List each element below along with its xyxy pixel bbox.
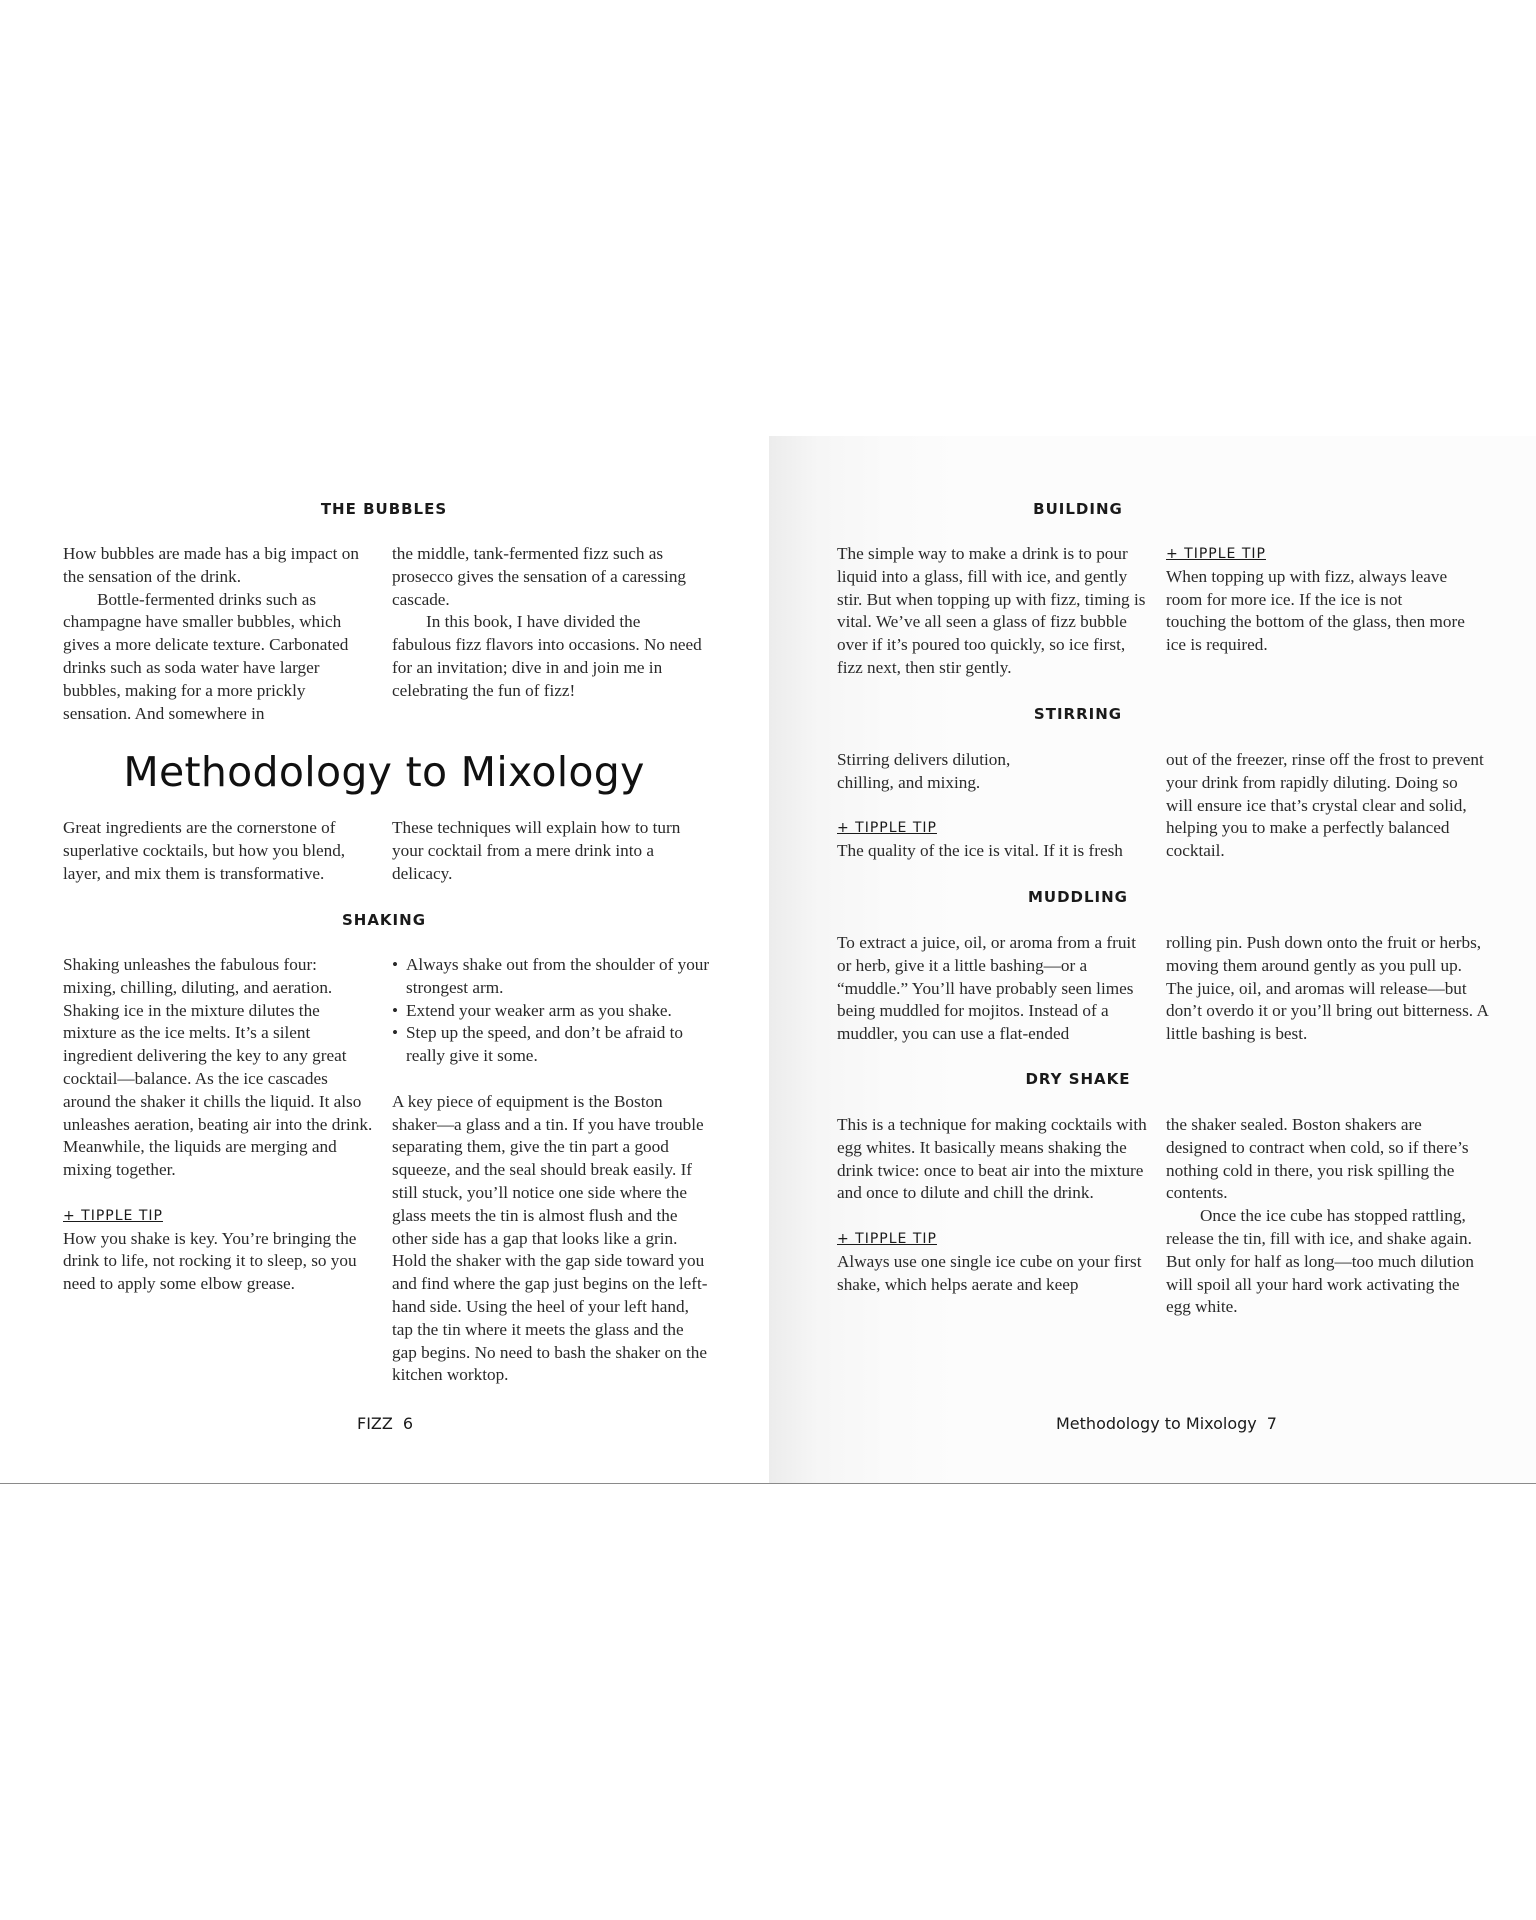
list-item: • Extend your weaker arm as you shake. <box>392 1000 710 1023</box>
running-head: Methodology to Mixology <box>1056 1414 1257 1433</box>
shaking-column-1 <box>63 954 373 1296</box>
paragraph: Once the ice cube has stopped rattling, release the tin, fill with ice, and shake again. But only for half as long—too much dilution will spoil all your hard work activating the egg white. <box>1166 1206 1474 1317</box>
muddling-column-2 <box>1166 932 1490 1046</box>
page-folio-right <box>1056 1414 1277 1433</box>
tipple-tip-text: When topping up with fizz, always leave room for more ice. If the ice is not touching the bottom of the glass, then more ice is required. <box>1166 566 1465 655</box>
paragraph: the middle, tank-fermented fizz such as prosecco gives the sensation of a caressing cascade. <box>392 544 687 609</box>
section-heading-bubbles: THE BUBBLES <box>320 500 448 518</box>
shaking-column-2 <box>392 954 710 1387</box>
tipple-tip-label: + TIPPLE TIP <box>1166 546 1266 562</box>
page-number: 6 <box>402 1414 414 1433</box>
paragraph: out of the freezer, rinse off the frost to prevent your drink from rapidly diluting. Doing so will ensure ice that’s crystal clear and solid, helping you to make a perfectly balanced cocktail. <box>1166 750 1484 861</box>
intro-column-2 <box>392 817 692 885</box>
section-heading-shaking: SHAKING <box>341 911 427 929</box>
list-item: • Always shake out from the shoulder of your strongest arm. <box>392 954 710 1000</box>
tipple-tip-text: Always use one single ice cube on your first shake, which helps aerate and keep <box>837 1251 1142 1294</box>
page-number: 7 <box>1266 1414 1277 1433</box>
left-page <box>0 0 768 1483</box>
tipple-tip-label: + TIPPLE TIP <box>63 1207 163 1224</box>
paragraph: The simple way to make a drink is to pour liquid into a glass, fill with ice, and gently stir. But when topping up with fizz, timing is vital. We’ve all seen a glass of fizz bubble over if it’s poured too quickly, so ice first, fizz next, then stir gently. <box>837 544 1146 677</box>
running-head: FIZZ <box>357 1414 393 1433</box>
paragraph: A key piece of equipment is the Boston shaker—a glass and a tin. If you have trouble separating them, give the tin part a good squeeze, and the seal should break easily. If still stuck, you’ll notice one side where the glass meets the tin is almost flush and the other side has a gap that looks like a grin. Hold the shaker with the gap side toward you and find where the gap just begins on the left-hand side. Using the heel of your left hand, tap the tin where it meets the glass and the gap begins. No need to bash the shaker on the kitchen worktop. <box>392 1091 708 1385</box>
paragraph: Bottle-fermented drinks such as champagne have smaller bubbles, which gives a more delicate texture. Carbonated drinks such as soda water have larger bubbles, making for a more prickly sensation. And somewhere in <box>63 589 349 723</box>
paragraph: How bubbles are made has a big impact on the sensation of the drink. <box>63 544 359 586</box>
tipple-tip-text: How you shake is key. You’re bringing the drink to life, not rocking it to sleep, so you need to apply some elbow grease. <box>63 1228 357 1294</box>
bubbles-column-2 <box>392 543 702 703</box>
building-column-1 <box>837 543 1153 680</box>
chapter-title: Methodology to Mixology <box>123 748 645 796</box>
section-heading-dry-shake: DRY SHAKE <box>1025 1070 1131 1088</box>
tipple-tip-label: + TIPPLE TIP <box>837 1230 937 1247</box>
building-column-2 <box>1166 543 1466 657</box>
paragraph: Shaking unleashes the fabulous four: mixing, chilling, diluting, and aeration. Shaking ice in the mixture dilutes the mixture as the ice melts. It’s a silent ingredient delivering the key to any great cocktail—balance. As the ice cascades around the shaker it chills the liquid. It also unleashes aeration, beating air into the drink. Meanwhile, the liquids are merging and mixing together. <box>63 955 373 1180</box>
bubbles-column-1 <box>63 543 373 725</box>
right-page <box>768 0 1536 1483</box>
paragraph: These techniques will explain how to turn your cocktail from a mere drink into a delicacy. <box>392 818 681 883</box>
section-heading-stirring: STIRRING <box>1033 705 1123 723</box>
muddling-column-1 <box>837 932 1137 1046</box>
dry-shake-column-2 <box>1166 1114 1478 1319</box>
shaking-tips-list <box>392 954 710 1068</box>
dry-shake-column-1 <box>837 1114 1153 1296</box>
section-heading-muddling: MUDDLING <box>1027 888 1128 906</box>
stirring-column-2 <box>1166 749 1484 863</box>
list-item: • Step up the speed, and don’t be afraid to really give it some. <box>392 1022 710 1068</box>
paragraph: This is a technique for making cocktails with egg whites. It basically means shaking the drink twice: once to beat air into the mixture and once to dilute and chill the drink. <box>837 1115 1147 1203</box>
paragraph: Great ingredients are the cornerstone of superlative cocktails, but how you blend, layer, and mix them is transformative. <box>63 818 346 883</box>
paragraph: In this book, I have divided the fabulous fizz flavors into occasions. No need for an invitation; dive in and join me in celebrating the fun of fizz! <box>392 612 702 700</box>
stirring-column-1 <box>837 749 1153 863</box>
paragraph: To extract a juice, oil, or aroma from a fruit or herb, give it a little bashing—or a “muddle.” You’ll have probably seen limes being muddled for mojitos. Instead of a muddler, you can use a flat-ended <box>837 933 1136 1044</box>
tipple-tip-label: + TIPPLE TIP <box>837 820 937 837</box>
tipple-tip-text: The quality of the ice is vital. If it is fresh <box>837 841 1123 861</box>
paragraph: Stirring delivers dilution, chilling, and mixing. <box>837 750 1011 792</box>
section-heading-building: BUILDING <box>1033 500 1123 518</box>
intro-column-1 <box>63 817 373 885</box>
paragraph: the shaker sealed. Boston shakers are designed to contract when cold, so if there’s nothing cold in there, you risk spilling the contents. <box>1166 1115 1469 1203</box>
paragraph: rolling pin. Push down onto the fruit or herbs, moving them around gently as you pull up. The juice, oil, and aromas will release—but don’t overdo it or you’ll bring out bitterness. A little bashing is best. <box>1166 933 1488 1044</box>
spread-bottom-rule <box>0 1483 1536 1484</box>
page-folio-left <box>357 1414 413 1433</box>
